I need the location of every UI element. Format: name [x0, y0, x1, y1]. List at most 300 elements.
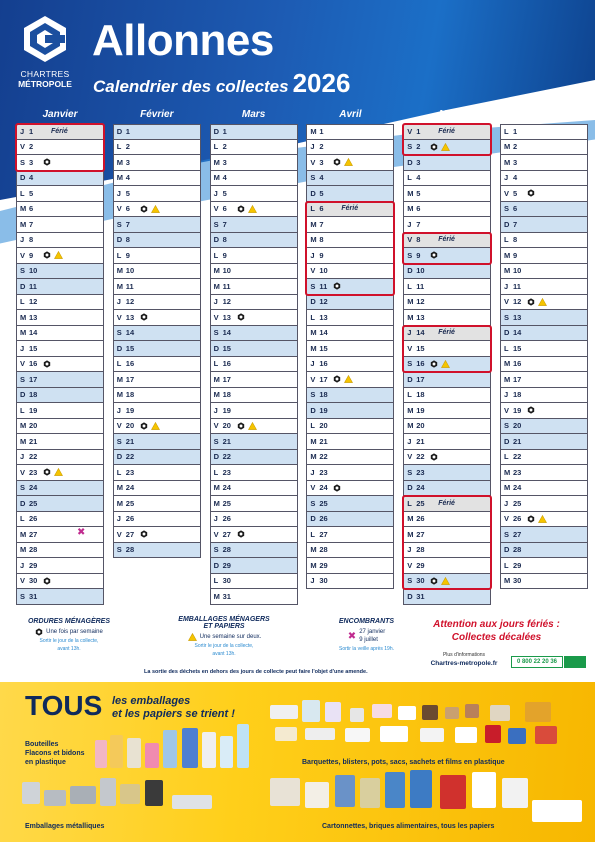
weekday: M: [116, 173, 124, 183]
weekday: M: [310, 219, 317, 229]
weekday: J: [20, 560, 25, 570]
hexagon-icon: [140, 422, 148, 430]
info-label: Plus d'informations: [442, 652, 486, 658]
hexagon-icon: [43, 577, 51, 585]
day-cell: [500, 543, 588, 559]
hexagon-icon: [527, 515, 535, 523]
weekday: S: [504, 421, 510, 431]
legend-om-desc: Une fois par semaine: [46, 629, 103, 635]
day-number: 16: [416, 359, 425, 369]
day-number: 16: [29, 359, 38, 369]
weekday: L: [213, 359, 219, 369]
weekday: D: [20, 173, 26, 183]
weekday: V: [213, 312, 219, 322]
day-number: 19: [222, 405, 231, 415]
day-cell: [16, 295, 104, 311]
weekday: L: [310, 312, 315, 322]
day-number: 3: [125, 157, 130, 167]
weekday: M: [116, 390, 124, 400]
day-number: 9: [29, 250, 34, 260]
weekday: S: [116, 328, 122, 338]
day-cell: [16, 217, 104, 233]
tray-illustration: [485, 725, 501, 743]
can-illustration: [70, 786, 96, 804]
weekday: M: [213, 483, 220, 493]
legend-enc-desc-row: [309, 628, 424, 644]
calendar-grid: [14, 108, 586, 608]
tray-illustration: [398, 706, 416, 720]
weekday: L: [20, 514, 25, 524]
day-number: 7: [416, 219, 421, 229]
day-number: 19: [125, 405, 135, 415]
day-number: 21: [513, 436, 522, 446]
day-number: 21: [416, 436, 425, 446]
holiday-label: Férié: [341, 205, 359, 213]
weekday: J: [310, 142, 315, 152]
weekday: S: [213, 436, 219, 446]
weekday: J: [20, 127, 25, 137]
day-number: 20: [222, 421, 231, 431]
holiday-shift-highlight: [402, 495, 492, 590]
day-number: 25: [416, 498, 425, 508]
day-number: 15: [29, 343, 38, 353]
carton-illustration: [385, 772, 405, 808]
weekday: V: [407, 560, 413, 570]
day-cell: [403, 217, 491, 233]
weekday: L: [310, 421, 315, 431]
day-number: 3: [513, 157, 518, 167]
day-cell: [113, 543, 201, 559]
day-cell: [500, 496, 588, 512]
weekday: V: [310, 483, 316, 493]
weekday: V: [407, 127, 413, 137]
holiday-shift-highlight: [402, 232, 492, 265]
weekday: M: [20, 312, 27, 322]
weekday: S: [310, 281, 316, 291]
tray-illustration: [302, 700, 320, 722]
day-cell: [306, 419, 394, 435]
weekday: S: [310, 173, 316, 183]
weekday: V: [20, 576, 26, 586]
day-number: 13: [222, 312, 231, 322]
weekday: M: [213, 157, 220, 167]
weekday: L: [407, 390, 412, 400]
day-number: 25: [222, 498, 231, 508]
website-link[interactable]: Chartres-metropole.fr: [430, 660, 498, 667]
day-cell: [306, 124, 394, 140]
logo-line1: CHARTRES: [20, 69, 70, 79]
day-number: 6: [29, 204, 34, 214]
caption-bottles-line1: Bouteilles: [25, 741, 59, 748]
day-cell: [210, 434, 298, 450]
carton-illustration: [532, 800, 582, 822]
day-cell: [16, 388, 104, 404]
weekday: S: [116, 545, 122, 555]
bottle-illustration: [145, 743, 159, 768]
weekday: V: [504, 188, 510, 198]
hexagon-icon: [35, 628, 43, 636]
day-number: 16: [513, 359, 522, 369]
weekday: M: [20, 436, 27, 446]
legend-enc-date2: 9 juillet: [359, 637, 378, 643]
weekday: D: [213, 560, 220, 570]
hexagon-icon: [43, 251, 51, 259]
day-number: 11: [319, 281, 328, 291]
weekday: M: [504, 142, 511, 152]
phone-number[interactable]: 0 800 22 20 36: [511, 656, 563, 668]
weekday: S: [20, 266, 26, 276]
weekday: S: [20, 483, 26, 493]
month-name: Mars: [241, 109, 266, 120]
weekday: J: [213, 297, 218, 307]
day-cell: [500, 512, 588, 528]
triangle-icon: [537, 298, 547, 306]
holiday-shift-highlight: [402, 325, 492, 374]
weekday: M: [504, 576, 511, 586]
hexagon-icon: [333, 484, 341, 492]
day-number: 17: [222, 374, 231, 384]
day-number: 1: [29, 127, 34, 137]
weekday: M: [20, 529, 27, 539]
day-cell: [403, 155, 491, 171]
day-cell: [210, 496, 298, 512]
day-cell: [210, 558, 298, 574]
legend-emb-note2: avant 13h.: [212, 651, 236, 657]
weekday: J: [504, 390, 509, 400]
day-number: 11: [416, 281, 425, 291]
day-cell: [210, 481, 298, 497]
day-number: 27: [319, 529, 328, 539]
day-number: 14: [319, 328, 328, 338]
weekday: M: [213, 266, 220, 276]
holiday-label: Férié: [438, 499, 455, 507]
day-cell: [306, 341, 394, 357]
weekday: D: [310, 514, 316, 524]
weekday: V: [20, 250, 26, 260]
day-number: 2: [319, 142, 324, 152]
holiday-label: Férié: [438, 236, 455, 244]
day-number: 27: [416, 529, 425, 539]
weekday: L: [407, 173, 412, 183]
caption-trays: Barquettes, blisters, pots, sacs, sachets et films en plastique: [302, 759, 505, 766]
day-number: 20: [319, 421, 328, 431]
weekday: D: [213, 235, 220, 245]
day-cell: [403, 450, 491, 466]
weekday: M: [310, 560, 317, 570]
day-number: 17: [416, 374, 425, 384]
month-column: [16, 108, 104, 605]
day-cell: [210, 403, 298, 419]
day-number: 30: [513, 576, 522, 586]
tray-illustration: [508, 728, 526, 744]
day-cell: [500, 357, 588, 373]
caption-metal: Emballages métalliques: [25, 823, 105, 830]
weekday: L: [213, 467, 219, 477]
weekday: D: [116, 235, 123, 245]
day-cell: [113, 403, 201, 419]
weekday: J: [116, 297, 121, 307]
day-number: 27: [29, 529, 38, 539]
day-number: 9: [513, 250, 518, 260]
weekday: M: [20, 328, 27, 338]
bottle-illustration: [163, 730, 177, 768]
day-cell: [500, 171, 588, 187]
tray-illustration: [490, 705, 510, 721]
day-cell: [403, 589, 491, 605]
day-number: 25: [513, 498, 522, 508]
day-number: 24: [319, 483, 328, 493]
day-number: 16: [222, 359, 231, 369]
day-cell: [500, 434, 588, 450]
day-cell: [306, 140, 394, 156]
tray-illustration: [525, 702, 551, 722]
weekday: J: [407, 545, 412, 555]
day-cell: [210, 465, 298, 481]
day-number: 28: [319, 545, 328, 555]
weekday: M: [213, 390, 220, 400]
day-number: 2: [222, 142, 227, 152]
day-cell: [403, 372, 491, 388]
cross-icon: ✖: [77, 527, 86, 538]
day-cell: [210, 543, 298, 559]
weekday: M: [310, 452, 317, 462]
day-cell: [306, 155, 394, 171]
day-cell: [306, 465, 394, 481]
day-cell: [500, 326, 588, 342]
weekday: J: [116, 188, 121, 198]
weekday: M: [213, 281, 220, 291]
day-number: 13: [29, 312, 38, 322]
day-cell: [306, 186, 394, 202]
bottle-illustration: [110, 735, 123, 768]
triangle-icon: [343, 375, 353, 383]
weekday: J: [213, 405, 218, 415]
weekday: M: [310, 436, 317, 446]
day-cell: [210, 171, 298, 187]
day-number: 4: [513, 173, 518, 183]
weekday: M: [20, 545, 27, 555]
can-illustration: [172, 795, 212, 809]
day-number: 23: [29, 467, 38, 477]
day-number: 19: [319, 405, 328, 415]
weekday: V: [116, 312, 122, 322]
day-number: 29: [222, 560, 231, 570]
day-number: 28: [513, 545, 522, 555]
hexagon-icon: [333, 375, 341, 383]
weekday: J: [407, 219, 412, 229]
day-cell: [16, 527, 104, 543]
day-cell: [500, 279, 588, 295]
day-number: 20: [513, 421, 522, 431]
weekday: M: [116, 281, 124, 291]
carton-illustration: [472, 772, 496, 808]
weekday: L: [213, 576, 219, 586]
weekday: L: [116, 359, 122, 369]
weekday: S: [20, 591, 26, 601]
day-number: 8: [125, 235, 130, 245]
bottle-illustration: [182, 728, 198, 768]
day-number: 22: [319, 452, 328, 462]
day-cell: [210, 140, 298, 156]
day-cell: [113, 372, 201, 388]
tray-illustration: [380, 726, 408, 742]
day-cell: [306, 450, 394, 466]
hexagon-icon: [237, 313, 245, 321]
weekday: D: [310, 188, 316, 198]
day-cell: [306, 372, 394, 388]
hexagon-icon: [43, 360, 51, 368]
weekday: S: [20, 374, 26, 384]
day-cell: [16, 372, 104, 388]
day-cell: [16, 434, 104, 450]
day-number: 4: [222, 173, 227, 183]
day-number: 10: [319, 266, 328, 276]
day-cell: [113, 202, 201, 218]
tray-illustration: [465, 704, 479, 718]
weekday: L: [116, 467, 122, 477]
day-number: 9: [319, 250, 324, 260]
day-cell: [403, 481, 491, 497]
day-cell: [113, 233, 201, 249]
day-cell: [210, 326, 298, 342]
day-number: 13: [513, 312, 522, 322]
day-number: 25: [319, 498, 328, 508]
triangle-icon: [53, 468, 63, 476]
weekday: M: [504, 483, 511, 493]
day-number: 6: [416, 204, 421, 214]
day-number: 11: [222, 281, 231, 291]
weekday: L: [213, 142, 219, 152]
weekday: L: [116, 250, 122, 260]
day-number: 15: [222, 343, 231, 353]
day-number: 12: [319, 297, 328, 307]
day-number: 3: [416, 157, 421, 167]
cross-icon: ✖: [347, 630, 357, 642]
day-number: 5: [319, 188, 324, 198]
weekday: V: [20, 142, 26, 152]
weekday: M: [213, 374, 220, 384]
weekday: V: [20, 467, 26, 477]
weekday: M: [213, 173, 220, 183]
weekday: V: [407, 343, 413, 353]
year: 2026: [292, 68, 351, 98]
triangle-icon: [150, 422, 160, 430]
day-number: 15: [319, 343, 328, 353]
tagline-line1: les emballages: [112, 695, 191, 707]
day-number: 28: [125, 545, 135, 555]
day-number: 22: [222, 452, 231, 462]
day-number: 17: [125, 374, 135, 384]
day-cell: [210, 372, 298, 388]
day-cell: [16, 543, 104, 559]
weekday: M: [407, 529, 414, 539]
weekday: M: [116, 157, 124, 167]
weekday: L: [310, 204, 315, 214]
weekday: M: [116, 498, 124, 508]
weekday: M: [213, 591, 220, 601]
day-cell: [306, 496, 394, 512]
day-number: 6: [125, 204, 130, 214]
day-cell: [16, 248, 104, 264]
day-number: 10: [416, 266, 425, 276]
day-cell: [306, 310, 394, 326]
holiday-shift-highlight: [305, 201, 395, 296]
weekday: S: [407, 576, 413, 586]
hexagon-icon: [140, 530, 148, 538]
day-cell: [403, 419, 491, 435]
holiday-warning-line1: Attention aux jours fériés :: [433, 619, 560, 630]
weekday: M: [407, 204, 414, 214]
legend-emb-title2: ET PAPIERS: [203, 623, 245, 630]
day-cell: [16, 171, 104, 187]
holiday-shift-highlight: [402, 123, 492, 156]
hexagon-icon: [43, 468, 51, 476]
weekday: J: [504, 281, 509, 291]
day-cell: [16, 450, 104, 466]
weekday: D: [310, 297, 316, 307]
day-cell: [210, 589, 298, 605]
day-number: 9: [222, 250, 227, 260]
day-number: 17: [319, 374, 328, 384]
day-cell: [210, 527, 298, 543]
day-number: 28: [222, 545, 231, 555]
day-cell: [113, 124, 201, 140]
caption-bottles-line2: Flacons et bidons: [25, 750, 85, 757]
day-cell: [403, 434, 491, 450]
day-cell: [306, 388, 394, 404]
month-name: Juin: [533, 109, 555, 120]
day-number: 2: [29, 142, 34, 152]
holiday-label: Férié: [51, 128, 68, 136]
triangle-icon: [247, 422, 257, 430]
weekday: M: [20, 204, 27, 214]
hexagon-icon: [527, 189, 535, 197]
day-cell: [210, 574, 298, 590]
can-illustration: [145, 780, 163, 806]
weekday: V: [310, 374, 316, 384]
weekday: M: [407, 421, 414, 431]
day-cell: [403, 310, 491, 326]
day-number: 6: [319, 204, 324, 214]
day-number: 7: [222, 219, 227, 229]
day-cell: [306, 558, 394, 574]
day-cell: [403, 186, 491, 202]
day-number: 19: [416, 405, 425, 415]
day-number: 16: [125, 359, 135, 369]
day-cell: [113, 357, 201, 373]
weekday: L: [116, 142, 122, 152]
day-number: 7: [319, 219, 324, 229]
weekday: J: [407, 436, 412, 446]
weekday: M: [310, 343, 317, 353]
legend-om: [14, 618, 124, 652]
weekday: S: [407, 359, 413, 369]
weekday: S: [20, 157, 26, 167]
day-number: 25: [125, 498, 135, 508]
day-number: 26: [416, 514, 425, 524]
day-number: 29: [513, 560, 522, 570]
day-number: 11: [513, 281, 521, 291]
day-cell: [500, 388, 588, 404]
weekday: M: [20, 219, 27, 229]
day-number: 8: [513, 235, 518, 245]
day-number: 23: [319, 467, 328, 477]
bottle-illustration: [127, 738, 141, 768]
day-cell: [403, 388, 491, 404]
day-cell: [306, 326, 394, 342]
day-number: 12: [222, 297, 231, 307]
day-number: 20: [416, 421, 425, 431]
